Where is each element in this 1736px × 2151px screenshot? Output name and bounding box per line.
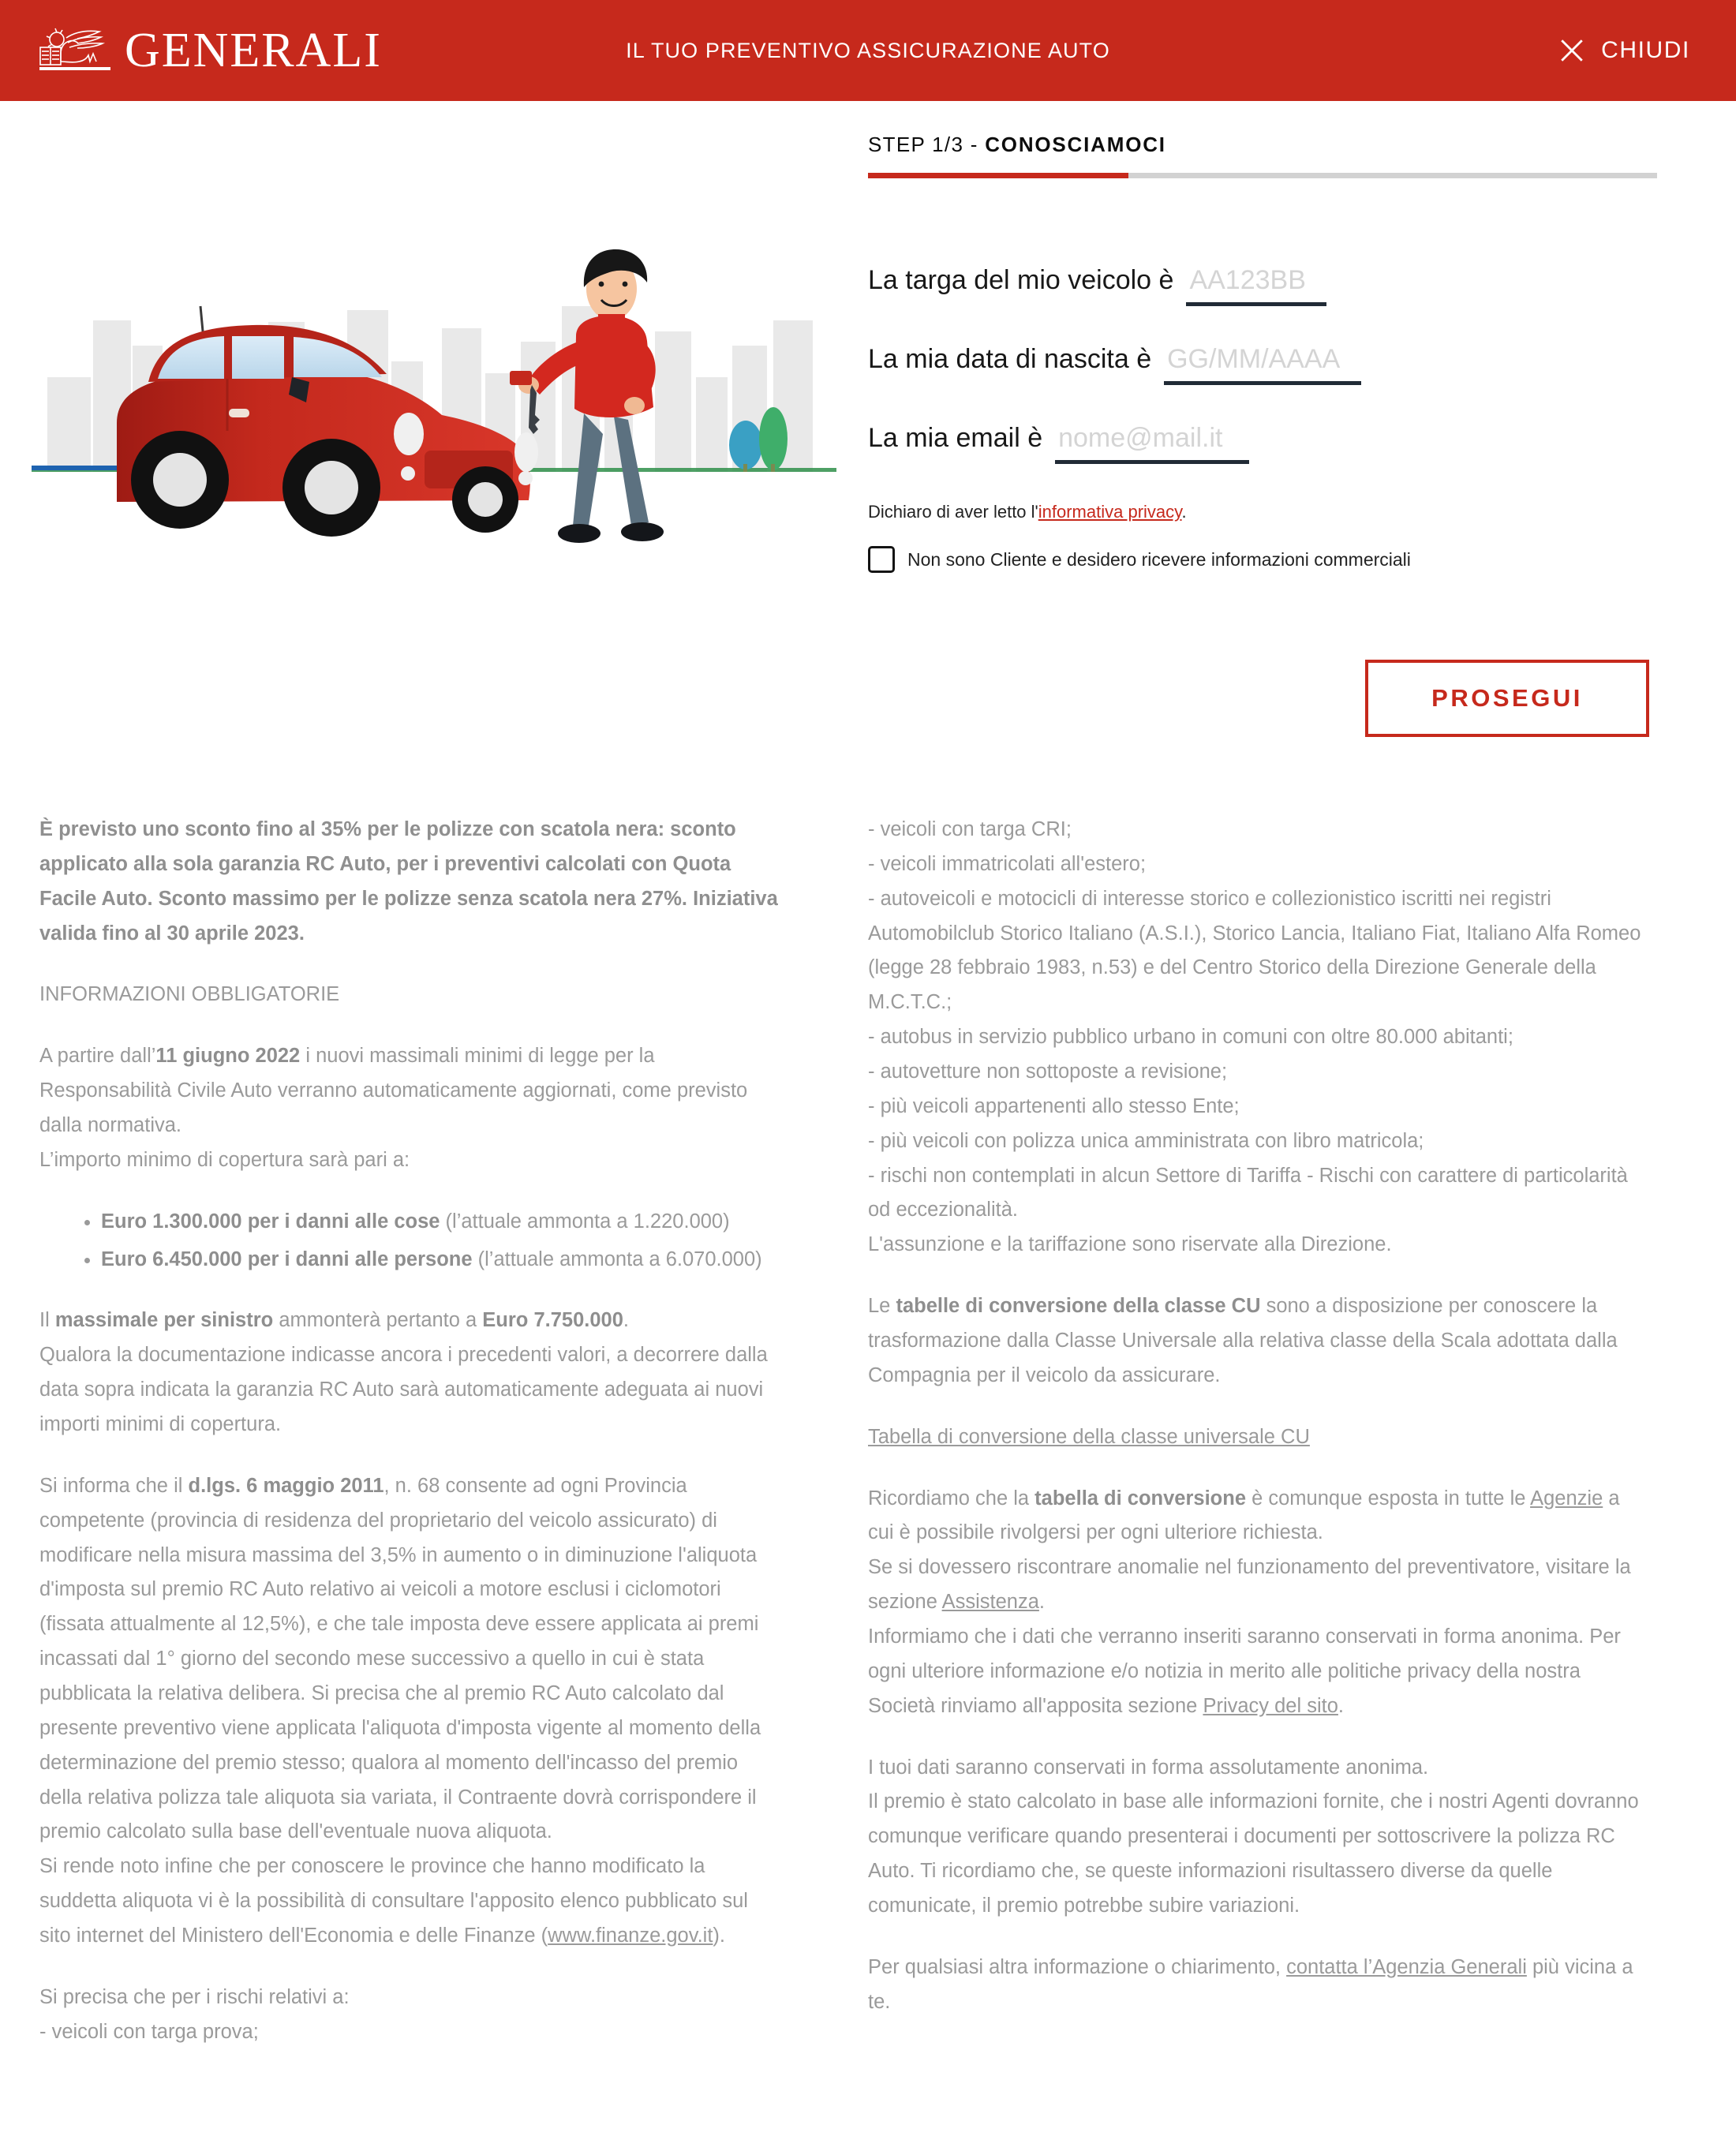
legal-left-column <box>0 813 868 2077</box>
risk-0: - veicoli con targa CRI; <box>868 818 1072 840</box>
r-p3-a: Se si dovessero riscontrare anomalie nel funzionamento del preventivatore, visitare la sezione <box>868 1556 1631 1614</box>
paragraph-massimale <box>39 1304 781 1442</box>
list-item <box>101 1205 781 1240</box>
bullet-0-bold: Euro 1.300.000 per i danni alle cose <box>101 1210 440 1233</box>
step-progress-bar <box>868 173 1657 178</box>
marketing-consent-label: Non sono Cliente e desidero ricevere informazioni commerciali <box>907 548 1411 570</box>
consent-prefix: Dichiaro di aver letto l' <box>868 502 1038 522</box>
r-p2-b: tabella di conversione <box>1034 1487 1247 1509</box>
r-p6: Il premio è stato calcolato in base alle informazioni fornite, che i nostri Agenti dovranno comunque verificare quando presenterai i documenti per sottoscrivere la polizza RC Auto. Ti ricordiamo che, se queste informazioni risultassero diverse da quelle comunicate, il premio potrebbe subire variazioni. <box>868 1790 1639 1917</box>
r-p1-c: sono a disposizione per conoscere la trasformazione dalla Classe Universale alla relativa classe della Scala adottata dalla Compagnia per il veicolo da assicurare. <box>868 1295 1618 1386</box>
r-p4-b: . <box>1338 1694 1345 1717</box>
p3-a: Il <box>39 1309 55 1332</box>
r-p4-a: Informiamo che i dati che verranno inseriti saranno conservati in forma anonima. Per ogni ulteriore informazione e/o notizia in merito alle politiche privacy della nostra Società rinviamo all'apposita sezione <box>868 1625 1621 1717</box>
step-indicator <box>868 133 1649 157</box>
field-targa <box>868 265 1649 306</box>
car-and-person-illustration <box>32 227 836 567</box>
p8-targa-prova: - veicoli con targa prova; <box>39 2020 259 2043</box>
paragraph-agenzie <box>868 1482 1649 1724</box>
step-progress-fill <box>868 173 1128 178</box>
tabella-conversione-cu-link[interactable]: Tabella di conversione della classe universale CU <box>868 1425 1310 1448</box>
field-email-label: La mia email è <box>868 423 1043 453</box>
brand-logo[interactable] <box>38 22 382 79</box>
bullet-1-bold: Euro 6.450.000 per i danni alle persone <box>101 1248 473 1270</box>
consent-suffix: . <box>1181 502 1187 522</box>
field-data-nascita <box>868 344 1649 385</box>
r-p2-d: a cui è possibile rivolgersi per ogni ulteriore richiesta. <box>868 1487 1620 1544</box>
winged-lion-icon <box>38 22 114 79</box>
cta-container <box>868 660 1649 737</box>
risk-8: L'assunzione e la tariffazione sono riservate alla Direzione. <box>868 1233 1392 1256</box>
p2-min-coverage: L’importo minimo di copertura sarà pari a: <box>39 1148 410 1171</box>
agenzie-link[interactable]: Agenzie <box>1530 1487 1603 1509</box>
p4-documentazione: Qualora la documentazione indicasse ancora i precedenti valori, a decorrere dalla data sopra indicata la garanzia RC Auto sarà automaticamente adeguata ai nuovi importi minimi di copertura. <box>39 1344 768 1436</box>
p3-b: massimale per sinistro <box>54 1309 274 1332</box>
list-item <box>101 1243 781 1278</box>
risk-1: - veicoli immatricolati all'estero; <box>868 852 1147 875</box>
risk-4: - autovetture non sottoposte a revisione; <box>868 1061 1228 1083</box>
close-button-label: CHIUDI <box>1601 37 1690 63</box>
hero-section <box>0 101 1736 737</box>
paragraph-new-limits <box>39 1039 781 1177</box>
paragraph-contatti <box>868 1951 1649 2020</box>
p3-d: Euro 7.750.000 <box>482 1309 623 1332</box>
finanze-gov-link[interactable]: www.finanze.gov.it <box>548 1925 713 1947</box>
p1-c: i nuovi massimali minimi di legge per la Responsabilità Civile Auto verranno automaticamente aggiornati, come previsto dalla normativa. <box>39 1045 748 1137</box>
coverage-bullets <box>39 1205 781 1278</box>
r-p2-c: è comunque esposta in tutte le <box>1246 1487 1531 1509</box>
p1-date: 11 giugno 2022 <box>155 1045 301 1068</box>
risk-7: - rischi non contemplati in alcun Settore di Tariffa - Rischi con carattere di particolarità od eccezionalità. <box>868 1164 1628 1221</box>
page-title: IL TUO PREVENTIVO ASSICURAZIONE AUTO <box>626 38 1110 62</box>
bullet-1-rest: (l’attuale ammonta a 6.070.000) <box>472 1248 762 1270</box>
risk-list <box>868 813 1649 1263</box>
p6-b: ). <box>713 1925 725 1947</box>
step-name: CONOSCIAMOCI <box>985 133 1166 156</box>
contatta-agenzia-link[interactable]: contatta l’Agenzia Generali <box>1286 1955 1527 1978</box>
legal-right-column <box>868 813 1736 2077</box>
email-input[interactable] <box>1055 423 1249 464</box>
prosegui-button[interactable]: PROSEGUI <box>1365 660 1649 737</box>
data-nascita-input[interactable] <box>1164 344 1361 385</box>
close-x-icon <box>1558 37 1585 64</box>
p5-c: , n. 68 consente ad ogni Provincia competente (provincia di residenza del proprietario del veicolo assicurato) di modificare nella misura massima del 3,5% in aumento o in diminuzione l'aliquota d'imposta sul premio RC Auto relativo ai veicoli a motore esclusi i ciclomotori (fissata attualmente al 12,5%), e che tale imposta deve essere applicata ai premi incassati dal 1° giorno del secondo mese successivo a quello in cui è stata pubblicata la relativa delibera. Si precisa che al premio RC Auto calcolato dal presente preventivo viene applicata l'aliquota d'imposta vigente al momento della determinazione del premio stesso; qualora al momento dell'incasso del premio della relativa polizza tale aliquota sia variata, il Contraente dovrà corrispondere il premio calcolato sulla base dell'eventuale nuova aliquota. <box>39 1474 761 1843</box>
field-email <box>868 423 1649 464</box>
risk-6: - più veicoli con polizza unica amministrata con libro matricola; <box>868 1129 1424 1152</box>
paragraph-dati-anonimi <box>868 1751 1649 1924</box>
close-button[interactable] <box>1558 37 1690 64</box>
hero-illustration-column <box>0 101 868 737</box>
field-targa-label: La targa del mio veicolo è <box>868 265 1174 295</box>
targa-input[interactable] <box>1186 265 1326 306</box>
r-p5: I tuoi dati saranno conservati in forma assolutamente anonima. <box>868 1756 1429 1779</box>
field-data-nascita-label: La mia data di nascita è <box>868 344 1152 374</box>
form-column <box>868 101 1736 737</box>
app-header <box>0 0 1736 101</box>
risk-3: - autobus in servizio pubblico urbano in comuni con oltre 80.000 abitanti; <box>868 1026 1513 1049</box>
r-p7-b: più vicina a te. <box>868 1955 1633 2013</box>
tabella-cu-link-paragraph <box>868 1420 1649 1455</box>
marketing-consent-checkbox[interactable] <box>868 546 895 573</box>
p3-c: ammonterà pertanto a <box>273 1309 483 1332</box>
privacy-del-sito-link[interactable]: Privacy del sito <box>1203 1694 1338 1717</box>
discount-notice: È previsto uno sconto fino al 35% per le polizze con scatola nera: sconto applicato alla sola garanzia RC Auto, per i preventivi calcolati con Quota Facile Auto. Sconto massimo per le polizze senza scatola nera 27%. Iniziativa valida fino al 30 aprile 2023. <box>39 818 778 945</box>
step-prefix: STEP 1/3 - <box>868 133 986 156</box>
brand-name: GENERALI <box>125 24 382 77</box>
r-p1-b: tabelle di conversione della classe CU <box>896 1295 1261 1318</box>
assistenza-link[interactable]: Assistenza <box>941 1591 1039 1614</box>
p5-b: d.lgs. 6 maggio 2011 <box>188 1474 384 1497</box>
paragraph-rischi-intro <box>39 1981 781 2050</box>
p1-a: A partire dall’ <box>39 1045 156 1068</box>
privacy-consent-text <box>868 502 1649 522</box>
risk-5: - più veicoli appartenenti allo stesso Ente; <box>868 1094 1240 1117</box>
risk-2: - autoveicoli e motocicli di interesse storico e collezionistico iscritti nei registri Automobilclub Storico Italiano (A.S.I.), Storico Lancia, Italiano Fiat, Italiano Alfa Romeo (legge 28 febbraio 1983, n.53) e del Centro Storico della Direzione Generale della M.C.T.C.; <box>868 887 1641 1014</box>
p3-e: . <box>623 1309 630 1332</box>
privacy-policy-link[interactable]: informativa privacy <box>1038 502 1182 522</box>
p5-a: Si informa che il <box>39 1474 189 1497</box>
paragraph-dlgs <box>39 1469 781 1954</box>
r-p2-a: Ricordiamo che la <box>868 1487 1035 1509</box>
mandatory-info-heading: INFORMAZIONI OBBLIGATORIE <box>39 983 340 1006</box>
legal-text-section <box>0 737 1736 2077</box>
r-p3-b: . <box>1038 1591 1045 1614</box>
r-p1-a: Le <box>868 1295 896 1318</box>
p7-rischi: Si precisa che per i rischi relativi a: <box>39 1985 350 2008</box>
r-p7-a: Per qualsiasi altra informazione o chiarimento, <box>868 1955 1287 1978</box>
bullet-0-rest: (l’attuale ammonta a 1.220.000) <box>440 1210 730 1233</box>
paragraph-tabelle-cu <box>868 1289 1649 1393</box>
marketing-consent-row[interactable] <box>868 546 1649 573</box>
p6-a: Si rende noto infine che per conoscere le province che hanno modificato la suddetta aliquota vi è la possibilità di consultare l'apposito elenco pubblicato sul sito internet del Ministero dell'Economia e delle Finanze ( <box>39 1855 748 1947</box>
